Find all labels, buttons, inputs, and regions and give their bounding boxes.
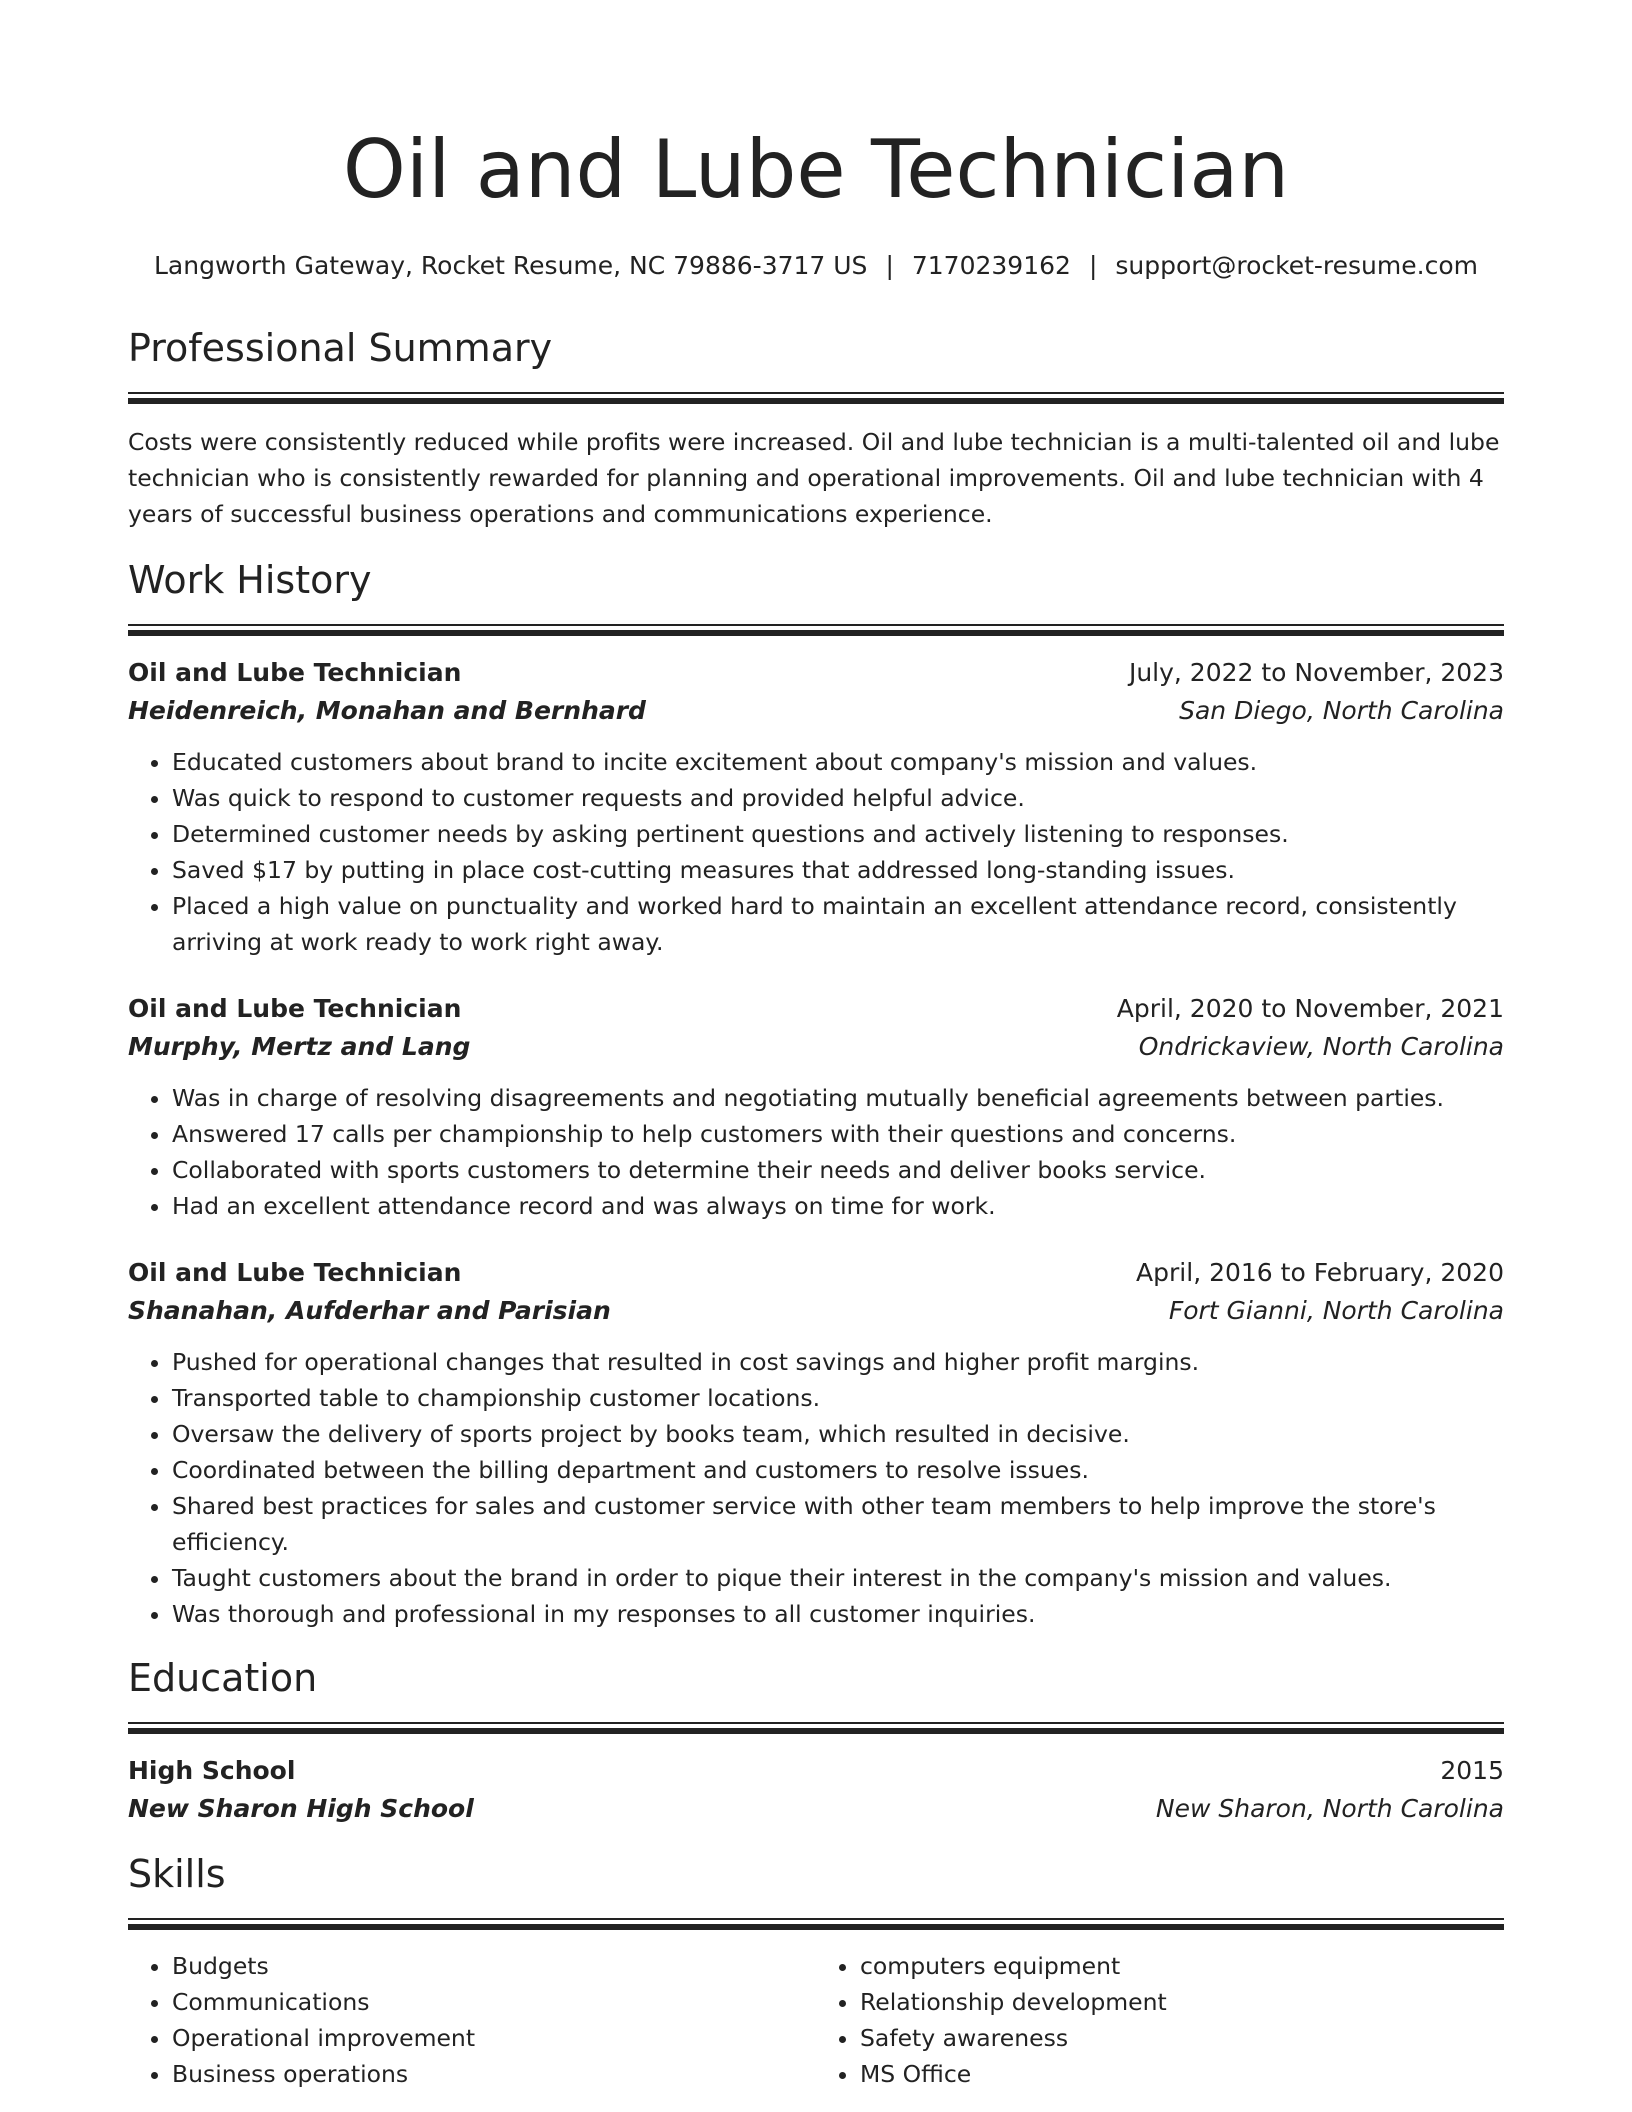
skill-item: • Relationship development <box>860 1984 1504 2020</box>
education-school: New Sharon High School <box>128 1794 474 1823</box>
list-item: • Was thorough and professional in my responses to all customer inquiries. <box>172 1596 1504 1632</box>
list-item: • Was quick to respond to customer requests and provided helpful advice. <box>172 780 1504 816</box>
job-company: Murphy, Mertz and Lang <box>128 1032 471 1061</box>
job-header <box>128 654 1504 692</box>
list-item: • Saved $17 by putting in place cost-cutting measures that addressed long-standing issues. <box>172 852 1504 888</box>
list-item: • Educated customers about brand to incite excitement about company's mission and values. <box>172 744 1504 780</box>
education-section <box>128 1654 1504 1828</box>
contact-email: support@rocket-resume.com <box>1115 251 1478 280</box>
contact-phone: 7170239162 <box>911 251 1071 280</box>
list-item: • Coordinated between the billing department and customers to resolve issues. <box>172 1452 1504 1488</box>
contact-separator: | <box>885 251 894 280</box>
skill-item: • MS Office <box>860 2056 1504 2092</box>
job-title: Oil and Lube Technician <box>128 1258 462 1287</box>
job-dates: April, 2016 to February, 2020 <box>1136 1258 1504 1287</box>
section-title-skills: Skills <box>128 1852 226 1896</box>
resume-name: Oil and Lube Technician <box>342 123 1290 216</box>
skills-section <box>128 1850 1504 2092</box>
list-item: • Placed a high value on punctuality and worked hard to maintain an excellent attendance record, consistently arriving at work ready to work right away. <box>172 888 1504 960</box>
job-subheader <box>128 1292 1504 1330</box>
list-item: • Oversaw the delivery of sports project by books team, which resulted in decisive. <box>172 1416 1504 1452</box>
skill-item: • computers equipment <box>860 1948 1504 1984</box>
list-item: • Collaborated with sports customers to determine their needs and deliver books service. <box>172 1152 1504 1188</box>
education-location: New Sharon, North Carolina <box>1155 1794 1504 1823</box>
skill-item: • Operational improvement <box>172 2020 816 2056</box>
list-item: • Shared best practices for sales and customer service with other team members to help improve the store's efficiency. <box>172 1488 1504 1560</box>
section-title-education: Education <box>128 1656 318 1700</box>
section-title-work: Work History <box>128 558 372 602</box>
education-entry <box>128 1752 1504 1828</box>
job-title: Oil and Lube Technician <box>128 658 462 687</box>
section-divider <box>128 392 1504 404</box>
job-title: Oil and Lube Technician <box>128 994 462 1023</box>
job-bullets <box>128 1344 1504 1632</box>
contact-separator: | <box>1088 251 1098 280</box>
job-location: Fort Gianni, North Carolina <box>1168 1296 1504 1325</box>
job-header <box>128 990 1504 1028</box>
skills-list-right <box>816 1948 1504 2092</box>
job-bullets <box>128 744 1504 960</box>
job-subheader <box>128 1028 1504 1066</box>
skills-list-left <box>128 1948 816 2092</box>
education-subheader <box>128 1790 1504 1828</box>
section-divider <box>128 624 1504 636</box>
skill-item: • Communications <box>172 1984 816 2020</box>
list-item: • Taught customers about the brand in order to pique their interest in the company's mission and values. <box>172 1560 1504 1596</box>
job-entry <box>128 1254 1504 1632</box>
contact-address: Langworth Gateway, Rocket Resume, NC 79886-3717 US <box>154 251 868 280</box>
list-item: • Answered 17 calls per championship to help customers with their questions and concerns. <box>172 1116 1504 1152</box>
job-header <box>128 1254 1504 1292</box>
summary-text: Costs were consistently reduced while profits were increased. Oil and lube technician is a multi-talented oil and lube technician who is consistently rewarded for planning and operational improvements. Oil and lube technician with 4 years of successful business operations and communications experience. <box>128 428 1500 528</box>
section-divider <box>128 1722 1504 1734</box>
education-degree: High School <box>128 1756 296 1785</box>
job-dates: July, 2022 to November, 2023 <box>1128 658 1504 687</box>
list-item: • Determined customer needs by asking pertinent questions and actively listening to responses. <box>172 816 1504 852</box>
list-item: • Transported table to championship customer locations. <box>172 1380 1504 1416</box>
job-dates: April, 2020 to November, 2021 <box>1116 994 1504 1023</box>
skill-item: • Business operations <box>172 2056 816 2092</box>
job-company: Heidenreich, Monahan and Bernhard <box>128 696 646 725</box>
job-company: Shanahan, Aufderhar and Parisian <box>128 1296 611 1325</box>
section-title-summary: Professional Summary <box>128 326 553 370</box>
job-entry <box>128 990 1504 1224</box>
list-item: • Had an excellent attendance record and was always on time for work. <box>172 1188 1504 1224</box>
job-location: Ondrickaview, North Carolina <box>1138 1032 1504 1061</box>
list-item: • Was in charge of resolving disagreements and negotiating mutually beneficial agreements between parties. <box>172 1080 1504 1116</box>
job-location: San Diego, North Carolina <box>1179 696 1504 725</box>
education-year: 2015 <box>1440 1756 1504 1785</box>
education-header <box>128 1752 1504 1790</box>
job-subheader <box>128 692 1504 730</box>
skill-item: • Safety awareness <box>860 2020 1504 2056</box>
section-divider <box>128 1918 1504 1930</box>
job-entry <box>128 654 1504 960</box>
skills-columns <box>128 1948 1504 2092</box>
work-history-section <box>128 556 1504 1632</box>
summary-section <box>128 324 1504 532</box>
list-item: • Pushed for operational changes that resulted in cost savings and higher profit margins. <box>172 1344 1504 1380</box>
contact-line <box>128 248 1504 284</box>
job-bullets <box>128 1080 1504 1224</box>
skill-item: • Budgets <box>172 1948 816 1984</box>
